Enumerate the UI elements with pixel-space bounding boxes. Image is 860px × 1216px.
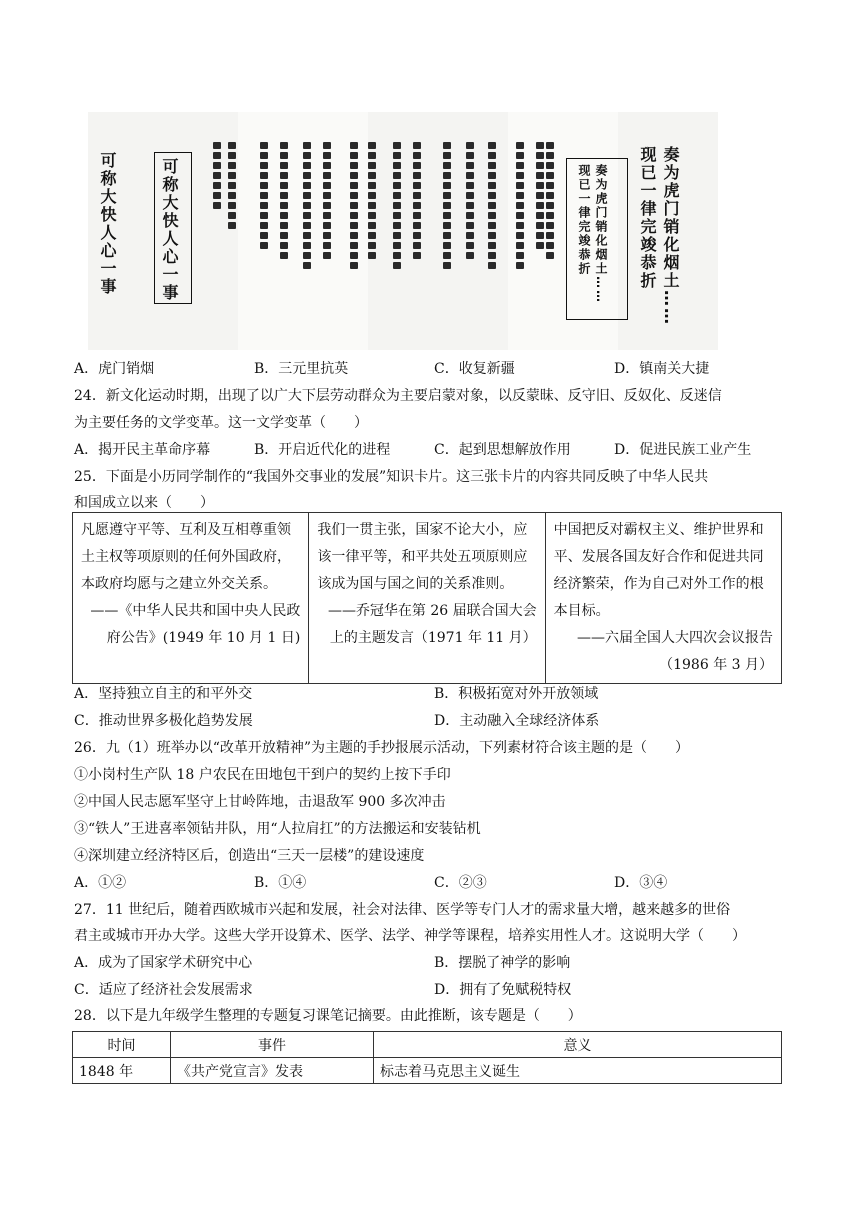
- left-caption-text: 可称大快人心一事: [98, 152, 117, 296]
- q27-stem-line2: 君主或城市开办大学。这些大学开设算术、医学、法学、神学等课程，培养实用性人才。这说明大学（ ）: [74, 928, 746, 944]
- doc-column: [303, 142, 311, 269]
- doc-column: [368, 142, 376, 259]
- q25-option-d[interactable]: D．主动融入全球经济体系: [434, 713, 600, 729]
- right-caption-text: 奏为虎门销化烟土……现已一律完竣恭折: [638, 146, 680, 326]
- q26-option-d[interactable]: D．③④: [614, 875, 668, 891]
- q28-stem: 28．以下是九年级学生整理的专题复习课笔记摘要。由此推断，该专题是（ ）: [74, 1008, 582, 1024]
- q24-stem-line2: 为主要任务的文学变革。这一文学变革（ ）: [74, 415, 368, 431]
- q24-option-d[interactable]: D．促进民族工业产生: [614, 442, 752, 458]
- q23-option-d[interactable]: D．镇南关大捷: [614, 361, 710, 377]
- doc-column: [393, 142, 401, 269]
- q27-stem-line1: 27．11 世纪后，随着西欧城市兴起和发展，社会对法律、医学等专门人才的需求量大增，越来越多的世俗: [74, 902, 731, 918]
- q25-option-a[interactable]: A．坚持独立自主的和平外交: [74, 686, 253, 702]
- doc-column: [280, 142, 288, 259]
- q23-options: [74, 358, 794, 378]
- doc-column: [350, 142, 358, 269]
- doc-column: [536, 142, 544, 249]
- q24-option-a[interactable]: A．揭开民主革命序幕: [74, 442, 211, 458]
- doc-column: [443, 142, 451, 269]
- q28-notes-table: [72, 1031, 782, 1084]
- q24-option-c[interactable]: C．起到思想解放作用: [434, 442, 571, 458]
- q25-knowledge-cards: [72, 512, 782, 684]
- card-1-text: 凡愿遵守平等、互利及互相尊重领土主权等项原则的任何外国政府，本政府均愿与之建立外交关系。: [81, 522, 291, 592]
- card-1-source: ——《中华人民共和国中央人民政府公告》(1949 年 10 月 1 日): [90, 603, 301, 646]
- q25-option-c[interactable]: C．推动世界多极化趋势发展: [74, 713, 253, 729]
- q25-stem-line2: 和国成立以来（ ）: [74, 495, 214, 511]
- card-3-text: 中国把反对霸权主义、维护世界和平、发展各国友好合作和促进共同经济繁荣，作为自己对外工作的根本目标。: [553, 522, 764, 619]
- q25-stem-line1: 25．下面是小历同学制作的“我国外交事业的发展”知识卡片。这三张卡片的内容共同反映了中华人民共: [74, 469, 709, 485]
- q26-option-b[interactable]: B．①④: [254, 875, 307, 891]
- q24-stem-line1: 24．新文化运动时期，出现了以广大下层劳动群众为主要启蒙对象，以反蒙昧、反守旧、反奴化、反迷信: [74, 388, 722, 404]
- card-3-source: ——六届全国人大四次会议报告（1986 年 3 月）: [577, 630, 773, 673]
- q26-option-a[interactable]: A．①②: [74, 875, 127, 891]
- doc-column: [488, 142, 496, 269]
- doc-column: [466, 142, 474, 259]
- q24-options: [74, 439, 794, 459]
- card-2-source: ——乔冠华在第 26 届联合国大会上的主题发言（1971 年 11 月）: [327, 603, 537, 646]
- card-2: [309, 513, 545, 684]
- historical-document-image: [88, 112, 718, 350]
- q27-option-b[interactable]: B．摆脱了神学的影响: [434, 955, 571, 971]
- doc-column: [323, 142, 331, 259]
- q25-options-row1: [74, 683, 794, 703]
- card-2-text: 我们一贯主张，国家不论大小，应该一律平等，和平共处五项原则应该成为国与国之间的关系准则。: [317, 522, 528, 592]
- q23-option-b[interactable]: B．三元里抗英: [254, 361, 349, 377]
- q26-options: [74, 872, 794, 892]
- header-event: 事件: [171, 1032, 374, 1058]
- middle-caption-text: 可称大快人心一事: [160, 158, 179, 302]
- q27-option-c[interactable]: C．适应了经济社会发展需求: [74, 982, 253, 998]
- q26-item-1: ①小岗村生产队 18 户农民在田地包干到户的契约上按下手印: [74, 767, 451, 783]
- cell-time: 1848 年: [73, 1058, 171, 1084]
- q26-item-2: ②中国人民志愿军坚守上甘岭阵地，击退敌军 900 多次冲击: [74, 794, 446, 810]
- q26-stem: 26．九（1）班举办以“改革开放精神”为主题的手抄报展示活动，下列素材符合该主题的是（ ）: [74, 740, 690, 756]
- q27-options-row1: [74, 952, 794, 972]
- right-header-text: 奏为虎门销化烟土……现已一律完竣恭折: [577, 164, 608, 304]
- q23-option-a[interactable]: A．虎门销烟: [74, 361, 155, 377]
- doc-column: [228, 142, 236, 229]
- q27-option-a[interactable]: A．成为了国家学术研究中心: [74, 955, 253, 971]
- doc-column: [260, 142, 268, 249]
- q26-option-c[interactable]: C．②③: [434, 875, 487, 891]
- header-time: 时间: [73, 1032, 171, 1058]
- header-significance: 意义: [374, 1032, 782, 1058]
- q27-options-row2: [74, 979, 794, 999]
- q25-options-row2: [74, 710, 794, 730]
- table-row: [73, 1058, 782, 1084]
- cell-significance: 标志着马克思主义诞生: [374, 1058, 782, 1084]
- table-header-row: [73, 1032, 782, 1058]
- q24-option-b[interactable]: B．开启近代化的进程: [254, 442, 391, 458]
- q27-option-d[interactable]: D．拥有了免赋税特权: [434, 982, 572, 998]
- doc-column: [516, 142, 524, 269]
- doc-column: [546, 142, 554, 259]
- q23-option-c[interactable]: C．收复新疆: [434, 361, 515, 377]
- q26-item-4: ④深圳建立经济特区后，创造出“三天一层楼”的建设速度: [74, 848, 425, 864]
- card-3: [545, 513, 781, 684]
- q26-item-3: ③“铁人”王进喜率领钻井队，用“人拉肩扛”的方法搬运和安装钻机: [74, 821, 481, 837]
- card-1: [73, 513, 309, 684]
- q25-option-b[interactable]: B．积极拓宽对外开放领域: [434, 686, 599, 702]
- doc-column: [413, 142, 421, 259]
- cell-event: 《共产党宣言》发表: [171, 1058, 374, 1084]
- doc-column: [213, 142, 221, 209]
